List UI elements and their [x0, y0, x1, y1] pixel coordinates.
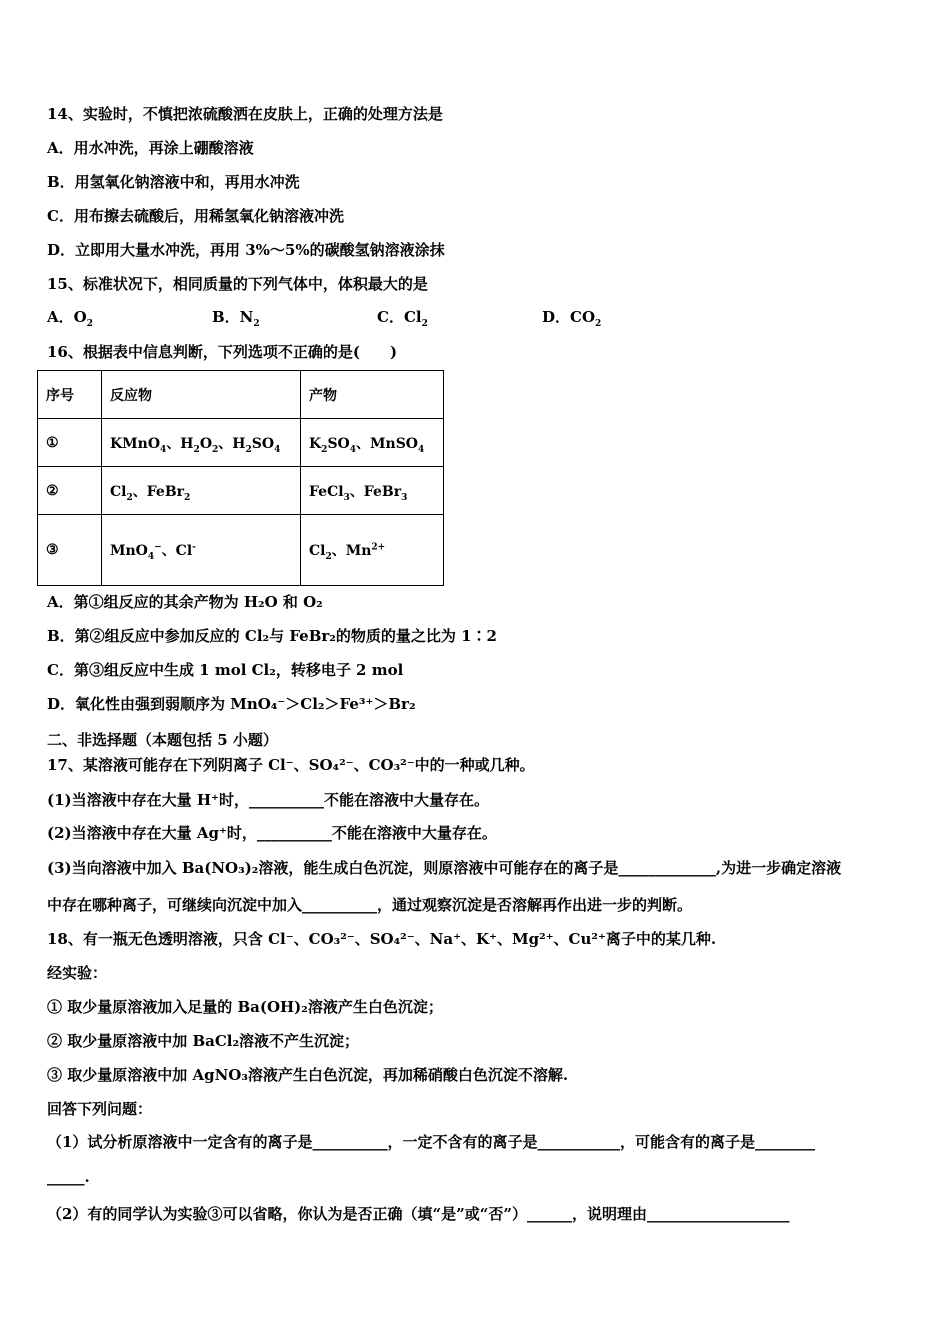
table-row3-products: $Cl_2$、$Mn^{2+}$: [301, 515, 444, 586]
q18-experiment-label: 经实验：: [47, 964, 108, 982]
q18-answer-label: 回答下列问题：: [47, 1100, 153, 1118]
q15-option-d: D．$CO_2$: [542, 308, 602, 329]
q18-sub1-line1: （1）试分析原溶液中一定含有的离子是__________，一定不含有的离子是___________，可能含有的离子是________: [47, 1133, 815, 1151]
q15-option-c: C．$Cl_2$: [377, 308, 428, 329]
q14-option-c: C．用布擦去硫酸后，用稀氢氧化钠溶液冲洗: [47, 207, 344, 225]
table-row1-index: ①: [38, 419, 102, 467]
table-header-reactants: 反应物: [102, 371, 301, 419]
q16-option-d: D．氧化性由强到弱顺序为 MnO₄⁻＞Cl₂＞Fe³⁺＞Br₂: [47, 695, 416, 713]
q15-option-a: A．$O_2$: [47, 308, 93, 329]
q17-part3-line2: 中存在哪种离子，可继续向沉淀中加入__________，通过观察沉淀是否溶解再作出进一步的判断。: [47, 896, 693, 914]
q16-stem: 16、根据表中信息判断，下列选项不正确的是( ): [47, 343, 398, 361]
q16-option-c: C．第③组反应中生成 1 mol Cl₂，转移电子 2 mol: [47, 661, 404, 679]
section-title: 二、非选择题（本题包括 5 小题）: [47, 731, 278, 749]
q16-table: [37, 370, 444, 586]
q15-option-b: B．$N_2$: [212, 308, 260, 329]
q14-option-d: D．立即用大量水冲洗，再用 3%～5%的碳酸氢钠溶液涂抹: [47, 241, 445, 259]
q18-experiment-3: ③ 取少量原溶液中加 AgNO₃溶液产生白色沉淀，再加稀硝酸白色沉淀不溶解.: [47, 1066, 569, 1084]
q18-stem: 18、有一瓶无色透明溶液，只含 Cl⁻、CO₃²⁻、SO₄²⁻、Na⁺、K⁺、Mg²⁺、Cu²⁺离子中的某几种.: [47, 930, 717, 948]
q18-sub1-line2: _____.: [47, 1168, 90, 1186]
q15-options: [47, 306, 647, 329]
table-row1-products: $K_2SO_4$、MnSO$_4$: [301, 419, 444, 467]
table-row2-reactants: $Cl_2$、FeBr$_2$: [102, 467, 301, 515]
q17-stem: 17、某溶液可能存在下列阴离子 Cl⁻、SO₄²⁻、CO₃²⁻中的一种或几种。: [47, 756, 535, 774]
q18-sub2: （2）有的同学认为实验③可以省略，你认为是否正确（填“是”或“否”）______，说明理由___________________: [47, 1205, 790, 1223]
q15-stem: 15、标准状况下，相同质量的下列气体中，体积最大的是: [47, 275, 428, 293]
q17-part2: (2)当溶液中存在大量 Ag⁺时，__________不能在溶液中大量存在。: [47, 824, 497, 842]
q18-experiment-1: ① 取少量原溶液加入足量的 Ba(OH)₂溶液产生白色沉淀；: [47, 998, 443, 1016]
q14-option-b: B．用氢氧化钠溶液中和，再用水冲洗: [47, 173, 300, 191]
q16-option-a: A．第①组反应的其余产物为 H₂O 和 O₂: [47, 593, 323, 611]
q17-part3-line1: (3)当向溶液中加入 Ba(NO₃)₂溶液，能生成白色沉淀，则原溶液中可能存在的离子是_____________,为进一步确定溶液: [47, 859, 842, 877]
table-row3-reactants: MnO$_4$−、Cl-: [102, 515, 301, 586]
table-row2-products: FeCl$_3$、FeBr$_3$: [301, 467, 444, 515]
q14-option-a: A．用水冲洗，再涂上硼酸溶液: [47, 139, 254, 157]
q14-stem: 14、实验时，不慎把浓硫酸洒在皮肤上，正确的处理方法是: [47, 105, 443, 123]
table-header-products: 产物: [301, 371, 444, 419]
table-row1-reactants: KMnO$_4$、$H_2O_2$、$H_2SO_4$: [102, 419, 301, 467]
table-header-index: 序号: [38, 371, 102, 419]
table-row3-index: ③: [38, 515, 102, 586]
q17-part1: (1)当溶液中存在大量 H⁺时，__________不能在溶液中大量存在。: [47, 791, 489, 809]
table-row2-index: ②: [38, 467, 102, 515]
q16-option-b: B．第②组反应中参加反应的 Cl₂与 FeBr₂的物质的量之比为 1∶2: [47, 627, 497, 645]
q18-experiment-2: ② 取少量原溶液中加 BaCl₂溶液不产生沉淀；: [47, 1032, 360, 1050]
